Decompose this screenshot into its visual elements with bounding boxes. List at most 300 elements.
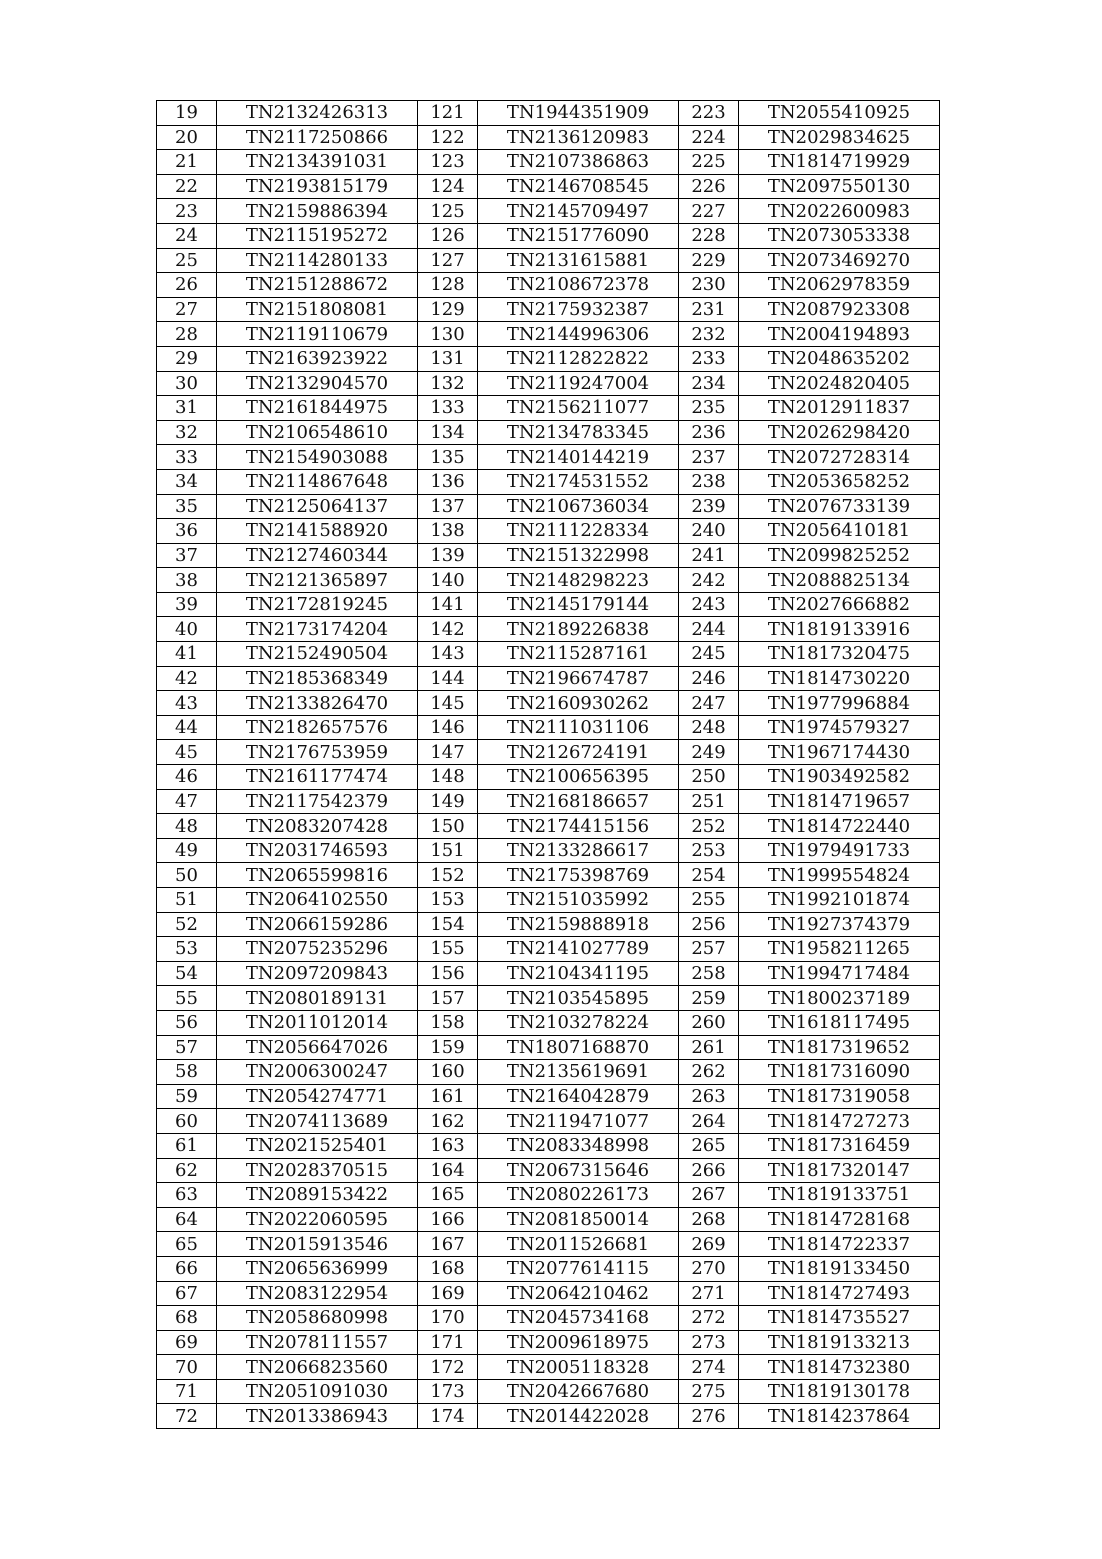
code-cell: TN2083348998 — [478, 1133, 679, 1158]
code-cell: TN1817319652 — [739, 1035, 940, 1060]
index-cell: 272 — [679, 1306, 739, 1331]
code-cell: TN2182657576 — [217, 715, 418, 740]
code-cell: TN1817320475 — [739, 642, 940, 667]
index-cell: 38 — [157, 568, 217, 593]
index-cell: 167 — [418, 1232, 478, 1257]
index-cell: 58 — [157, 1060, 217, 1085]
index-cell: 22 — [157, 174, 217, 199]
code-cell: TN2104341195 — [478, 961, 679, 986]
index-cell: 238 — [679, 469, 739, 494]
index-cell: 157 — [418, 986, 478, 1011]
index-cell: 237 — [679, 445, 739, 470]
table-row — [157, 740, 940, 765]
index-cell: 36 — [157, 519, 217, 544]
index-cell: 154 — [418, 912, 478, 937]
index-cell: 232 — [679, 322, 739, 347]
table-row — [157, 691, 940, 716]
code-cell: TN1903492582 — [739, 765, 940, 790]
index-cell: 240 — [679, 519, 739, 544]
index-cell: 155 — [418, 937, 478, 962]
index-cell: 269 — [679, 1232, 739, 1257]
code-cell: TN2172819245 — [217, 592, 418, 617]
table-row — [157, 912, 940, 937]
code-cell: TN1817316459 — [739, 1133, 940, 1158]
index-cell: 19 — [157, 101, 217, 126]
index-cell: 168 — [418, 1256, 478, 1281]
code-cell: TN2029834625 — [739, 125, 940, 150]
code-cell: TN2089153422 — [217, 1183, 418, 1208]
index-cell: 250 — [679, 765, 739, 790]
index-cell: 64 — [157, 1207, 217, 1232]
code-cell: TN2189226838 — [478, 617, 679, 642]
code-cell: TN2045734168 — [478, 1306, 679, 1331]
index-cell: 230 — [679, 273, 739, 298]
index-cell: 71 — [157, 1379, 217, 1404]
code-cell: TN2115287161 — [478, 642, 679, 667]
index-cell: 43 — [157, 691, 217, 716]
index-cell: 63 — [157, 1183, 217, 1208]
index-cell: 270 — [679, 1256, 739, 1281]
index-cell: 226 — [679, 174, 739, 199]
index-cell: 266 — [679, 1158, 739, 1183]
index-cell: 169 — [418, 1281, 478, 1306]
code-cell: TN2075235296 — [217, 937, 418, 962]
index-cell: 264 — [679, 1109, 739, 1134]
code-cell: TN1944351909 — [478, 101, 679, 126]
code-cell: TN2134783345 — [478, 420, 679, 445]
index-cell: 265 — [679, 1133, 739, 1158]
code-cell: TN2067315646 — [478, 1158, 679, 1183]
code-cell: TN2145709497 — [478, 199, 679, 224]
table-row — [157, 174, 940, 199]
code-cell: TN2077614115 — [478, 1256, 679, 1281]
code-cell: TN2099825252 — [739, 543, 940, 568]
code-cell: TN2080226173 — [478, 1183, 679, 1208]
code-cell: TN2114867648 — [217, 469, 418, 494]
index-cell: 136 — [418, 469, 478, 494]
code-cell: TN2151288672 — [217, 273, 418, 298]
index-cell: 29 — [157, 346, 217, 371]
code-cell: TN2006300247 — [217, 1060, 418, 1085]
table-row — [157, 666, 940, 691]
code-cell: TN2159888918 — [478, 912, 679, 937]
table-row — [157, 199, 940, 224]
table-row — [157, 642, 940, 667]
code-cell: TN1817316090 — [739, 1060, 940, 1085]
code-cell: TN2168186657 — [478, 789, 679, 814]
index-cell: 275 — [679, 1379, 739, 1404]
table-row — [157, 1158, 940, 1183]
table-row — [157, 1232, 940, 1257]
table-row — [157, 592, 940, 617]
code-cell: TN2121365897 — [217, 568, 418, 593]
code-cell: TN2009618975 — [478, 1330, 679, 1355]
table-row — [157, 937, 940, 962]
index-cell: 52 — [157, 912, 217, 937]
table-row — [157, 494, 940, 519]
code-cell: TN2119110679 — [217, 322, 418, 347]
index-cell: 142 — [418, 617, 478, 642]
code-cell: TN1814719657 — [739, 789, 940, 814]
index-cell: 32 — [157, 420, 217, 445]
table-body — [157, 101, 940, 1429]
code-cell: TN2076733139 — [739, 494, 940, 519]
code-cell: TN1814732380 — [739, 1355, 940, 1380]
code-cell: TN2151776090 — [478, 223, 679, 248]
code-cell: TN2014422028 — [478, 1404, 679, 1429]
code-cell: TN2111031106 — [478, 715, 679, 740]
index-cell: 123 — [418, 150, 478, 175]
code-cell: TN2055410925 — [739, 101, 940, 126]
code-cell: TN2012911837 — [739, 396, 940, 421]
code-cell: TN2133286617 — [478, 838, 679, 863]
index-cell: 72 — [157, 1404, 217, 1429]
code-cell: TN1819133213 — [739, 1330, 940, 1355]
index-cell: 254 — [679, 863, 739, 888]
code-cell: TN2056647026 — [217, 1035, 418, 1060]
table-row — [157, 1109, 940, 1134]
code-cell: TN2174531552 — [478, 469, 679, 494]
index-cell: 132 — [418, 371, 478, 396]
index-cell: 53 — [157, 937, 217, 962]
code-cell: TN2103278224 — [478, 1010, 679, 1035]
index-cell: 170 — [418, 1306, 478, 1331]
code-cell: TN2106548610 — [217, 420, 418, 445]
index-cell: 249 — [679, 740, 739, 765]
table-row — [157, 1281, 940, 1306]
code-cell: TN2119471077 — [478, 1109, 679, 1134]
code-cell: TN1814730220 — [739, 666, 940, 691]
code-cell: TN1814728168 — [739, 1207, 940, 1232]
code-cell: TN2196674787 — [478, 666, 679, 691]
code-cell: TN2074113689 — [217, 1109, 418, 1134]
table-row — [157, 1084, 940, 1109]
table-row — [157, 125, 940, 150]
code-cell: TN1814237864 — [739, 1404, 940, 1429]
index-cell: 39 — [157, 592, 217, 617]
table-row — [157, 814, 940, 839]
index-cell: 57 — [157, 1035, 217, 1060]
table-row — [157, 1133, 940, 1158]
index-cell: 246 — [679, 666, 739, 691]
code-cell: TN1977996884 — [739, 691, 940, 716]
index-cell: 260 — [679, 1010, 739, 1035]
code-cell: TN1967174430 — [739, 740, 940, 765]
code-cell: TN2026298420 — [739, 420, 940, 445]
table-row — [157, 1060, 940, 1085]
code-cell: TN2065636999 — [217, 1256, 418, 1281]
index-cell: 173 — [418, 1379, 478, 1404]
index-cell: 140 — [418, 568, 478, 593]
table-row — [157, 101, 940, 126]
code-cell: TN2136120983 — [478, 125, 679, 150]
index-cell: 137 — [418, 494, 478, 519]
index-cell: 171 — [418, 1330, 478, 1355]
index-cell: 61 — [157, 1133, 217, 1158]
code-cell: TN2088825134 — [739, 568, 940, 593]
code-cell: TN1814722337 — [739, 1232, 940, 1257]
code-cell: TN2125064137 — [217, 494, 418, 519]
index-cell: 163 — [418, 1133, 478, 1158]
code-cell: TN1994717484 — [739, 961, 940, 986]
code-cell: TN2115195272 — [217, 223, 418, 248]
code-cell: TN2072728314 — [739, 445, 940, 470]
index-cell: 164 — [418, 1158, 478, 1183]
code-cell: TN2126724191 — [478, 740, 679, 765]
code-cell: TN1974579327 — [739, 715, 940, 740]
code-cell: TN2048635202 — [739, 346, 940, 371]
table-row — [157, 1256, 940, 1281]
code-cell: TN2111228334 — [478, 519, 679, 544]
code-cell: TN2117542379 — [217, 789, 418, 814]
table-row — [157, 715, 940, 740]
code-cell: TN2080189131 — [217, 986, 418, 1011]
code-cell: TN1992101874 — [739, 888, 940, 913]
index-cell: 138 — [418, 519, 478, 544]
code-cell: TN2083122954 — [217, 1281, 418, 1306]
code-cell: TN2161177474 — [217, 765, 418, 790]
code-cell: TN2078111557 — [217, 1330, 418, 1355]
code-cell: TN2144996306 — [478, 322, 679, 347]
index-cell: 223 — [679, 101, 739, 126]
index-cell: 25 — [157, 248, 217, 273]
index-cell: 144 — [418, 666, 478, 691]
index-cell: 273 — [679, 1330, 739, 1355]
code-cell: TN1927374379 — [739, 912, 940, 937]
code-cell: TN2011526681 — [478, 1232, 679, 1257]
index-cell: 161 — [418, 1084, 478, 1109]
index-cell: 268 — [679, 1207, 739, 1232]
index-cell: 129 — [418, 297, 478, 322]
code-cell: TN1814727273 — [739, 1109, 940, 1134]
index-cell: 55 — [157, 986, 217, 1011]
index-cell: 65 — [157, 1232, 217, 1257]
code-cell: TN2151808081 — [217, 297, 418, 322]
code-cell: TN2164042879 — [478, 1084, 679, 1109]
code-cell: TN2064102550 — [217, 888, 418, 913]
index-cell: 20 — [157, 125, 217, 150]
index-cell: 236 — [679, 420, 739, 445]
code-cell: TN2024820405 — [739, 371, 940, 396]
index-cell: 244 — [679, 617, 739, 642]
index-cell: 159 — [418, 1035, 478, 1060]
index-cell: 148 — [418, 765, 478, 790]
index-cell: 241 — [679, 543, 739, 568]
index-cell: 258 — [679, 961, 739, 986]
code-cell: TN1807168870 — [478, 1035, 679, 1060]
index-cell: 235 — [679, 396, 739, 421]
table-row — [157, 297, 940, 322]
index-cell: 172 — [418, 1355, 478, 1380]
index-cell: 127 — [418, 248, 478, 273]
table-row — [157, 519, 940, 544]
index-cell: 261 — [679, 1035, 739, 1060]
index-cell: 46 — [157, 765, 217, 790]
table-row — [157, 1010, 940, 1035]
index-cell: 126 — [418, 223, 478, 248]
code-cell: TN2185368349 — [217, 666, 418, 691]
code-cell: TN2132426313 — [217, 101, 418, 126]
index-cell: 156 — [418, 961, 478, 986]
index-cell: 122 — [418, 125, 478, 150]
index-cell: 174 — [418, 1404, 478, 1429]
index-cell: 143 — [418, 642, 478, 667]
index-cell: 227 — [679, 199, 739, 224]
table-row — [157, 1183, 940, 1208]
index-cell: 45 — [157, 740, 217, 765]
code-cell: TN2141588920 — [217, 519, 418, 544]
index-cell: 224 — [679, 125, 739, 150]
index-cell: 121 — [418, 101, 478, 126]
index-cell: 70 — [157, 1355, 217, 1380]
code-cell: TN2100656395 — [478, 765, 679, 790]
code-cell: TN2173174204 — [217, 617, 418, 642]
code-cell: TN2160930262 — [478, 691, 679, 716]
table-row — [157, 223, 940, 248]
index-cell: 28 — [157, 322, 217, 347]
index-cell: 225 — [679, 150, 739, 175]
index-cell: 149 — [418, 789, 478, 814]
index-cell: 47 — [157, 789, 217, 814]
index-cell: 251 — [679, 789, 739, 814]
code-cell: TN2119247004 — [478, 371, 679, 396]
code-cell: TN2156211077 — [478, 396, 679, 421]
table-row — [157, 150, 940, 175]
index-cell: 31 — [157, 396, 217, 421]
index-cell: 128 — [418, 273, 478, 298]
index-cell: 34 — [157, 469, 217, 494]
index-cell: 35 — [157, 494, 217, 519]
code-cell: TN2053658252 — [739, 469, 940, 494]
code-cell: TN2127460344 — [217, 543, 418, 568]
code-cell: TN2151035992 — [478, 888, 679, 913]
index-cell: 147 — [418, 740, 478, 765]
code-cell: TN2135619691 — [478, 1060, 679, 1085]
code-cell: TN2133826470 — [217, 691, 418, 716]
index-cell: 257 — [679, 937, 739, 962]
code-cell: TN2028370515 — [217, 1158, 418, 1183]
code-cell: TN2013386943 — [217, 1404, 418, 1429]
code-cell: TN2011012014 — [217, 1010, 418, 1035]
index-cell: 42 — [157, 666, 217, 691]
table-row — [157, 322, 940, 347]
code-cell: TN2064210462 — [478, 1281, 679, 1306]
index-cell: 243 — [679, 592, 739, 617]
code-cell: TN2022060595 — [217, 1207, 418, 1232]
index-cell: 49 — [157, 838, 217, 863]
index-cell: 252 — [679, 814, 739, 839]
index-cell: 276 — [679, 1404, 739, 1429]
code-cell: TN2134391031 — [217, 150, 418, 175]
index-cell: 37 — [157, 543, 217, 568]
code-cell: TN2140144219 — [478, 445, 679, 470]
index-cell: 256 — [679, 912, 739, 937]
index-cell: 44 — [157, 715, 217, 740]
table-row — [157, 961, 940, 986]
index-cell: 30 — [157, 371, 217, 396]
code-cell: TN1814735527 — [739, 1306, 940, 1331]
index-cell: 242 — [679, 568, 739, 593]
code-cell: TN1814719929 — [739, 150, 940, 175]
code-cell: TN2015913546 — [217, 1232, 418, 1257]
code-cell: TN2021525401 — [217, 1133, 418, 1158]
table-row — [157, 568, 940, 593]
index-cell: 231 — [679, 297, 739, 322]
table-row — [157, 420, 940, 445]
code-cell: TN2073053338 — [739, 223, 940, 248]
index-cell: 27 — [157, 297, 217, 322]
code-cell: TN2097550130 — [739, 174, 940, 199]
index-cell: 263 — [679, 1084, 739, 1109]
code-cell: TN2073469270 — [739, 248, 940, 273]
index-cell: 146 — [418, 715, 478, 740]
index-cell: 239 — [679, 494, 739, 519]
code-cell: TN2058680998 — [217, 1306, 418, 1331]
index-cell: 54 — [157, 961, 217, 986]
code-cell: TN2112822822 — [478, 346, 679, 371]
code-cell: TN2151322998 — [478, 543, 679, 568]
table-row — [157, 445, 940, 470]
index-cell: 271 — [679, 1281, 739, 1306]
code-cell: TN2141027789 — [478, 937, 679, 962]
index-cell: 248 — [679, 715, 739, 740]
code-cell: TN1618117495 — [739, 1010, 940, 1035]
table-row — [157, 617, 940, 642]
index-cell: 50 — [157, 863, 217, 888]
index-cell: 165 — [418, 1183, 478, 1208]
table-row — [157, 1035, 940, 1060]
code-cell: TN2005118328 — [478, 1355, 679, 1380]
index-cell: 162 — [418, 1109, 478, 1134]
code-cell: TN2083207428 — [217, 814, 418, 839]
index-cell: 139 — [418, 543, 478, 568]
index-cell: 229 — [679, 248, 739, 273]
code-cell: TN1819133916 — [739, 617, 940, 642]
code-cell: TN2132904570 — [217, 371, 418, 396]
table-row — [157, 346, 940, 371]
index-cell: 133 — [418, 396, 478, 421]
code-cell: TN2107386863 — [478, 150, 679, 175]
index-cell: 125 — [418, 199, 478, 224]
index-cell: 131 — [418, 346, 478, 371]
index-cell: 274 — [679, 1355, 739, 1380]
index-cell: 145 — [418, 691, 478, 716]
code-cell: TN2022600983 — [739, 199, 940, 224]
index-cell: 23 — [157, 199, 217, 224]
index-cell: 247 — [679, 691, 739, 716]
code-cell: TN1817320147 — [739, 1158, 940, 1183]
code-cell: TN2103545895 — [478, 986, 679, 1011]
index-cell: 228 — [679, 223, 739, 248]
index-cell: 48 — [157, 814, 217, 839]
index-cell: 66 — [157, 1256, 217, 1281]
code-cell: TN2004194893 — [739, 322, 940, 347]
index-cell: 124 — [418, 174, 478, 199]
table-row — [157, 1207, 940, 1232]
code-cell: TN2152490504 — [217, 642, 418, 667]
table-row — [157, 1330, 940, 1355]
code-cell: TN1958211265 — [739, 937, 940, 962]
code-cell: TN2163923922 — [217, 346, 418, 371]
table-row — [157, 1306, 940, 1331]
code-cell: TN2117250866 — [217, 125, 418, 150]
code-cell: TN2154903088 — [217, 445, 418, 470]
index-cell: 262 — [679, 1060, 739, 1085]
index-cell: 26 — [157, 273, 217, 298]
index-cell: 267 — [679, 1183, 739, 1208]
code-cell: TN1819133450 — [739, 1256, 940, 1281]
table-row — [157, 789, 940, 814]
